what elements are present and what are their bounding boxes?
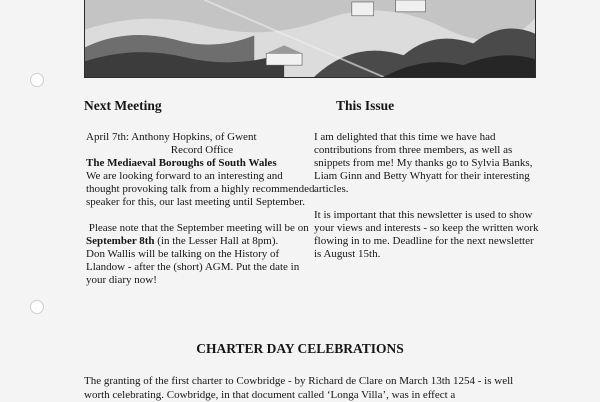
talk-title: The Mediaeval Boroughs of South Wales (86, 157, 277, 169)
punch-hole-bottom (30, 300, 44, 314)
next-meeting-heading: Next Meeting (84, 98, 162, 113)
meeting-note-text: Please note that the September meeting will be on (88, 222, 309, 234)
header-engraving (84, 0, 536, 78)
this-issue-heading: This Issue (336, 98, 395, 113)
charter-body: The granting of the first charter to Cowbridge - by Richard de Clare on March 13th 1254 - is well worth celebrating. Cowbridge, in that document called ‘Longa Villa’, was in effect a (84, 375, 514, 401)
punch-hole-top (30, 73, 44, 87)
meeting-paragraph-2 (86, 222, 318, 248)
meeting-paragraph-1: We are looking forward to an interesting and thought provoking talk from a highly recommended speaker for this, our last meeting until September. (86, 170, 315, 208)
issue-paragraph-2: It is important that this newsletter is used to show your views and interests - so keep the written work flowing in to me. Deadline for the next newsletter is August 15th. (314, 209, 539, 260)
meeting-paragraph-3: Don Wallis will be talking on the History of Llandow - after the (short) AGM. Put the date in your diary now! (86, 248, 300, 286)
charter-heading: CHARTER DAY CELEBRATIONS (196, 341, 404, 356)
this-issue-column (314, 131, 542, 261)
event-line: April 7th: Anthony Hopkins, of Gwent (86, 131, 257, 143)
september-date: September 8th (86, 235, 155, 247)
next-meeting-column (86, 131, 318, 287)
issue-paragraph-1: I am delighted that this time we have had contributions from three members, as well as snippets from me! My thanks go to Sylvia Banks, Liam Ginn and Betty Whyatt for their interesting articles. (314, 131, 533, 195)
meeting-venue-text: (in the Lesser Hall at 8pm). (154, 235, 279, 247)
event-organisation: Record Office (170, 144, 234, 156)
